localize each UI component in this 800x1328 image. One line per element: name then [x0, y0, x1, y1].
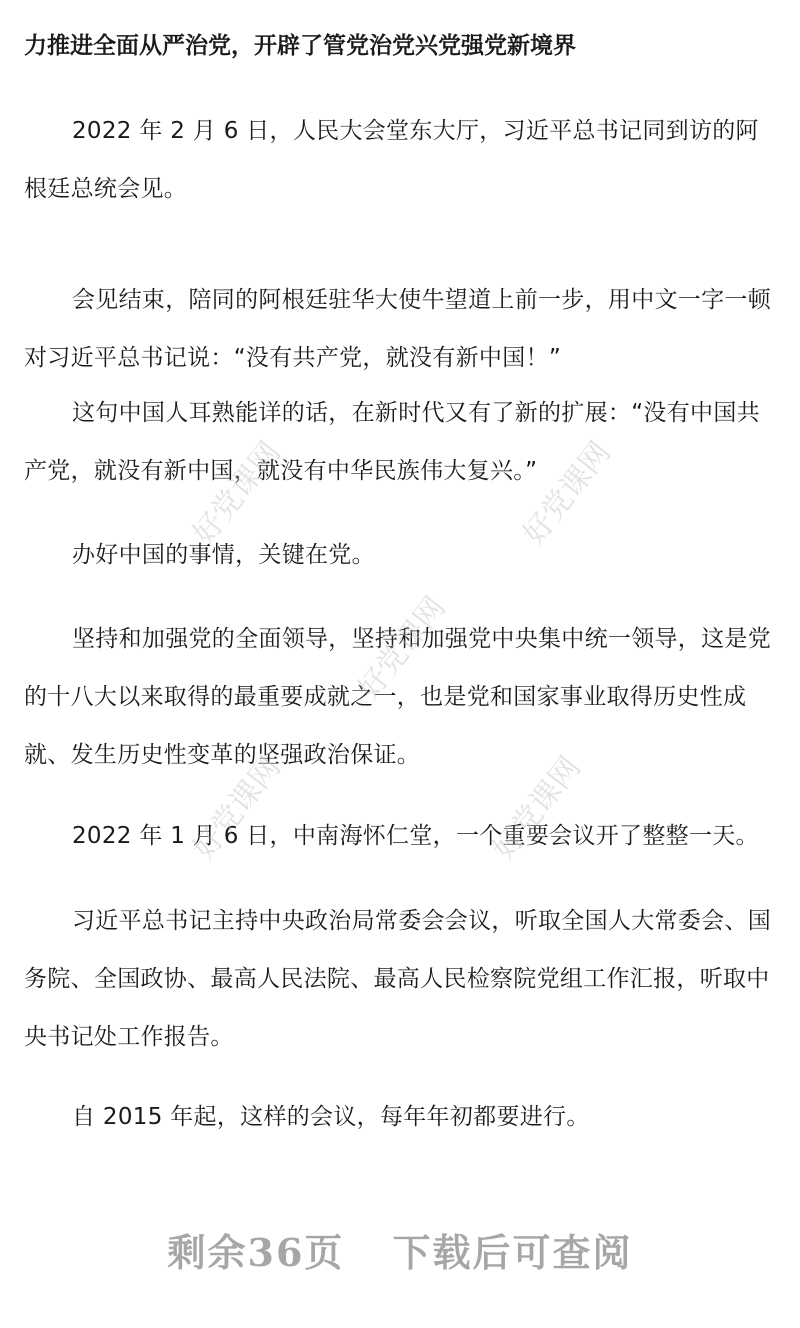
paragraph-5: 坚持和加强党的全面领导，坚持和加强党中央集中统一领导，这是党的十八大以来取得的最重要成就之一，也是党和国家事业取得历史性成就、发生历史性变革的坚强政治保证。 — [24, 626, 771, 768]
watermark: 好党课网 — [351, 590, 453, 707]
watermark: 好党课网 — [186, 750, 288, 867]
watermark: 好党课网 — [486, 750, 588, 867]
watermark: 好党课网 — [186, 435, 288, 552]
paragraph-1: 2022 年 2 月 6 日，人民大会堂东大厅，习近平总书记同到访的阿根廷总统会见。 — [24, 118, 759, 202]
paragraph-2: 会见结束，陪同的阿根廷驻华大使牛望道上前一步，用中文一字一顿对习近平总书记说：“没有共产党，就没有新中国！” — [24, 287, 771, 371]
paragraph-6: 2022 年 1 月 6 日，中南海怀仁堂，一个重要会议开了整整一天。 — [72, 823, 759, 849]
section-heading: 力推进全面从严治党，开辟了管党治党兴党强党新境界 — [24, 33, 576, 59]
paragraph-7: 习近平总书记主持中央政治局常委会会议，听取全国人大常委会、国务院、全国政协、最高人民法院、最高人民检察院党组工作汇报，听取中央书记处工作报告。 — [24, 908, 771, 1050]
paragraph-4: 办好中国的事情，关键在党。 — [72, 542, 375, 568]
remaining-pages-label: 剩余36页 — [167, 1230, 345, 1275]
download-to-view-label: 下载后可查阅 — [392, 1230, 633, 1275]
download-prompt[interactable] — [0, 1222, 800, 1277]
paragraph-3: 这句中国人耳熟能详的话，在新时代又有了新的扩展：“没有中国共产党，就没有新中国，就没有中华民族伟大复兴。” — [24, 400, 760, 484]
paragraph-8: 自 2015 年起，这样的会议，每年年初都要进行。 — [72, 1104, 590, 1130]
watermark: 好党课网 — [516, 435, 618, 552]
